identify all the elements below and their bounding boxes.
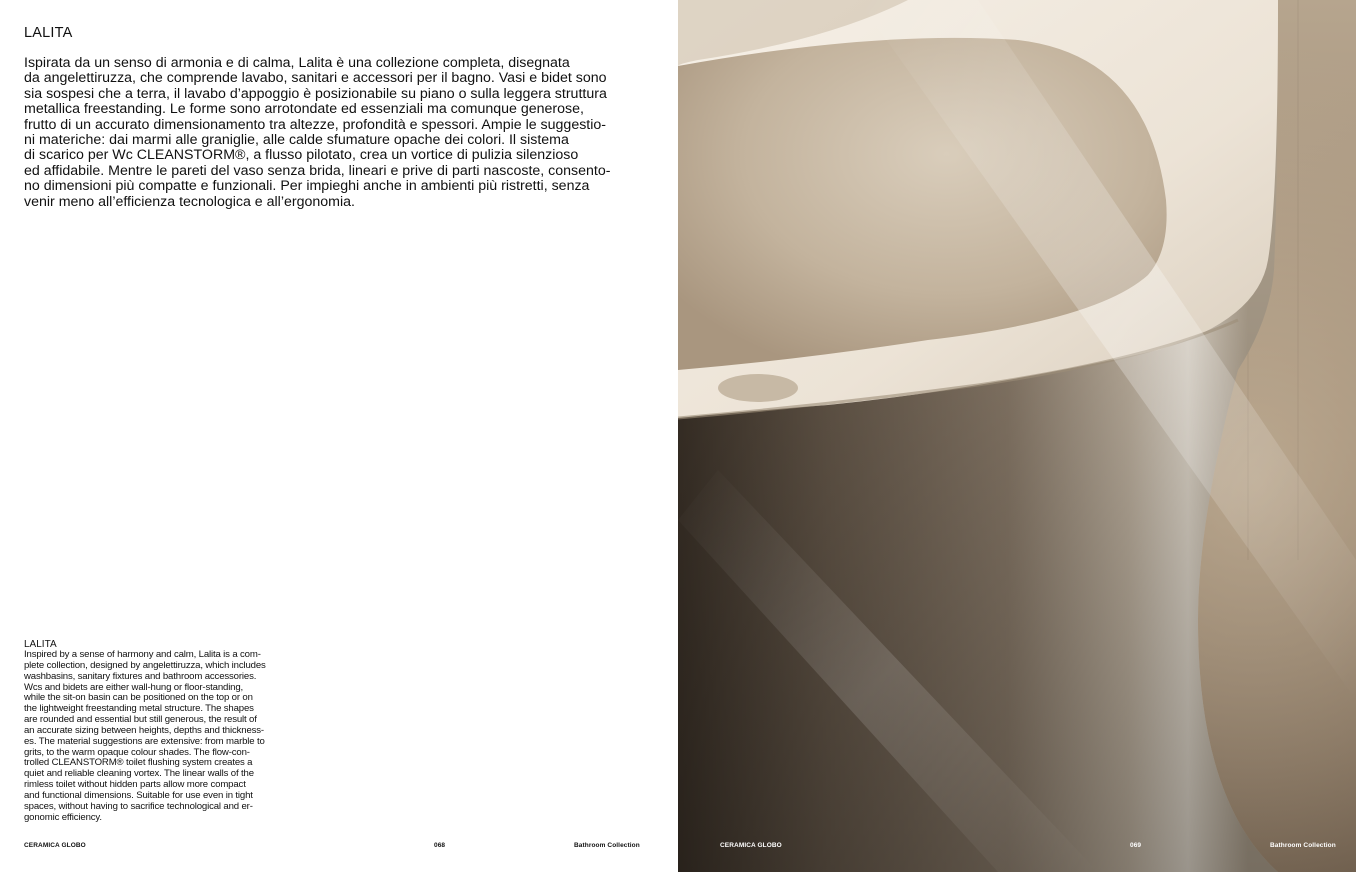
footer-section: Bathroom Collection xyxy=(574,842,640,849)
italian-line: venir meno all’efficienza tecnologica e all’ergonomia. xyxy=(24,193,355,210)
english-line: rimless toilet without hidden parts allow more compact xyxy=(24,779,246,791)
italian-line: ed affidabile. Mentre le pareti del vaso senza brida, lineari e prive di parti nascoste, consento- xyxy=(24,162,611,179)
italian-line: da angelettiruzza, che comprende lavabo, sanitari e accessori per il bagno. Vasi e bidet sono xyxy=(24,70,607,87)
italian-line: di scarico per Wc CLEANSTORM®, a flusso pilotato, crea un vortice di pulizia silenzioso xyxy=(24,147,579,164)
english-line: trolled CLEANSTORM® toilet flushing system creates a xyxy=(24,757,253,769)
english-line: the lightweight freestanding metal structure. The shapes xyxy=(24,703,254,715)
english-line: washbasins, sanitary fixtures and bathroom accessories. xyxy=(24,670,257,682)
italian-description xyxy=(24,56,639,210)
italian-line: frutto di un accurato dimensionamento tra altezze, profondità e spessori. Ampie le suggestio- xyxy=(24,116,607,133)
italian-line: ni materiche: dai marmi alle graniglie, alle calde sfumature opache dei colori. Il sistema xyxy=(24,132,569,149)
english-title: LALITA xyxy=(24,639,57,650)
english-line: gonomic efficiency. xyxy=(24,811,102,823)
italian-line: metallica freestanding. Le forme sono arrotondate ed essenziali ma comunque generose, xyxy=(24,101,584,118)
english-line: grits, to the warm opaque colour shades. The flow-con- xyxy=(24,746,250,758)
english-line: and functional dimensions. Suitable for use even in tight xyxy=(24,789,253,801)
english-line: plete collection, designed by angelettiruzza, which includes xyxy=(24,659,266,671)
footer-brand: CERAMICA GLOBO xyxy=(720,842,782,849)
page-number: 068 xyxy=(434,842,446,849)
drain xyxy=(718,374,798,402)
washbasin-photo xyxy=(678,0,1356,872)
italian-title: LALITA xyxy=(24,25,73,41)
italian-line: sia sospesi che a terra, il lavabo d’appoggio è posizionabile su piano o sulla leggera struttura xyxy=(24,85,607,102)
english-line: are rounded and essential but still generous, the result of xyxy=(24,714,257,726)
english-line: es. The material suggestions are extensive: from marble to xyxy=(24,735,265,747)
english-line: Wcs and bidets are either wall-hung or floor-standing, xyxy=(24,681,244,693)
english-description xyxy=(24,650,284,824)
footer-section: Bathroom Collection xyxy=(1270,842,1336,849)
italian-line: Ispirata da un senso di armonia e di calma, Lalita è una collezione completa, disegnata xyxy=(24,55,570,71)
english-line: quiet and reliable cleaning vortex. The linear walls of the xyxy=(24,768,254,780)
english-line: Inspired by a sense of harmony and calm, Lalita is a com- xyxy=(24,649,261,660)
page-number: 069 xyxy=(1130,842,1142,849)
footer-brand: CERAMICA GLOBO xyxy=(24,842,86,849)
italian-line: no dimensioni più compatte e funzionali. Per impieghi anche in ambienti più ristretti, senza xyxy=(24,178,590,195)
right-page xyxy=(678,0,1356,872)
english-line: while the sit-on basin can be positioned on the top or on xyxy=(24,692,253,704)
english-line: an accurate sizing between heights, depths and thickness- xyxy=(24,724,264,736)
english-line: spaces, without having to sacrifice technological and er- xyxy=(24,800,253,812)
